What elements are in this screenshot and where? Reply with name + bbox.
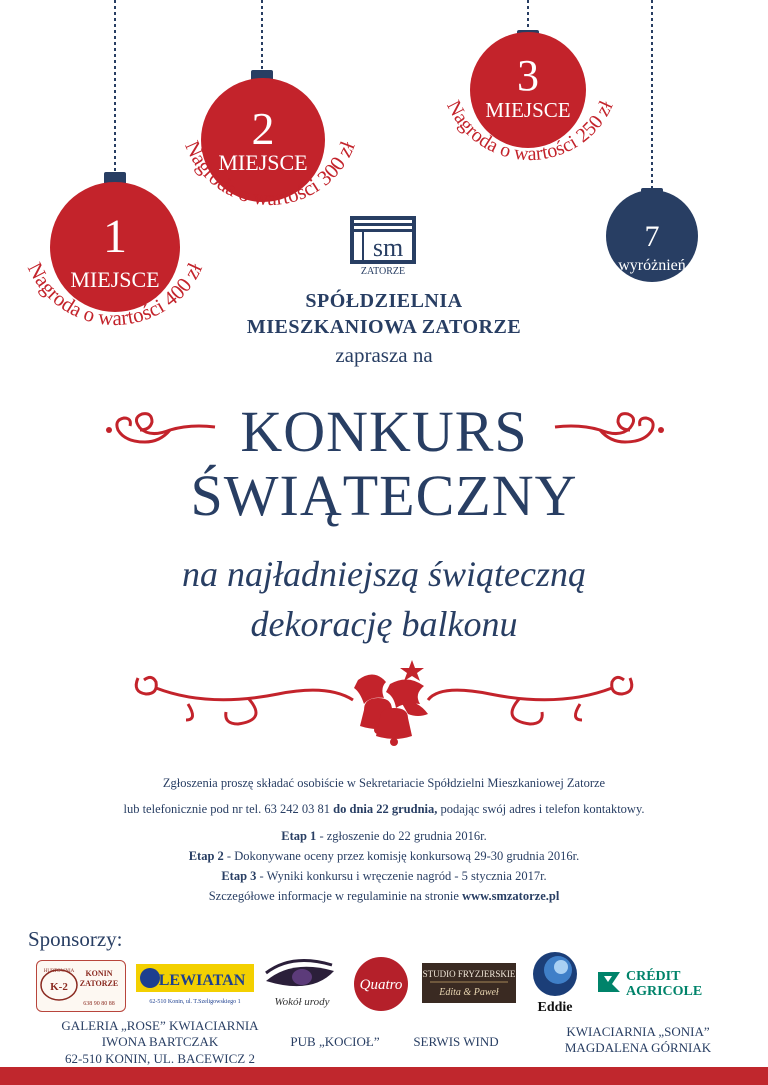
ornament-2-prize: Nagroda o wartości 300 zł [180, 137, 360, 211]
subtitle-line2: dekorację balkonu [250, 604, 518, 644]
sponsor-rose [28, 1018, 292, 1067]
svg-text:62-510 Konin, ul. T.Szeligowsk: 62-510 Konin, ul. T.Szeligowskiego 1 [149, 999, 241, 1005]
info-deadline: do dnia 22 grudnia, [333, 802, 438, 816]
sponsor-rose-line1: GALERIA „ROSE” KWIACIARNIA [61, 1018, 259, 1033]
organizer-line3: zaprasza na [335, 343, 433, 367]
info-line2-text: lub telefonicznie pod nr tel. 63 242 03 81 [123, 802, 334, 816]
title-line1: KONKURS [240, 399, 528, 464]
svg-text:ZATORZE: ZATORZE [79, 979, 119, 988]
eddie-logo [528, 950, 582, 1014]
ornament-7-label: wyróżnień [618, 257, 686, 274]
sm-zatorze-logo [350, 216, 416, 276]
svg-text:CRÉDIT: CRÉDIT [626, 969, 681, 984]
sponsor-rose-line2: IWONA BARTCZAK [101, 1034, 219, 1050]
organizer-line1: SPÓŁDZIELNIA [305, 290, 463, 312]
stage-3-label: Etap 3 [221, 869, 257, 883]
ornament-3-label: MIEJSCE [485, 98, 571, 122]
details-text: Szczegółowe informacje w regulaminie na stronie [208, 889, 463, 903]
credit-agricole-logo [594, 962, 734, 1002]
ornament-1-prize: Nagroda o wartości 400 zł [22, 258, 208, 331]
ornament-1-label: MIEJSCE [70, 267, 160, 292]
studio-fryzjerskie-logo [422, 963, 516, 1003]
logo-letters: sm [372, 233, 404, 262]
ornament-1-number: 1 [103, 210, 127, 263]
svg-text:LEWIATAN: LEWIATAN [158, 972, 246, 989]
ornament-2-label: MIEJSCE [218, 150, 308, 175]
info-line2-rest: podając swój adres i telefon kontaktowy. [437, 802, 645, 816]
website-link[interactable]: www.smzatorze.pl [462, 889, 560, 903]
svg-text:HURTOWNIA: HURTOWNIA [43, 969, 75, 974]
svg-text:638 90 80 88: 638 90 80 88 [83, 1001, 115, 1007]
stage-3-text: - Wyniki konkursu i wręczenie nagród - 5 stycznia 2017r. [256, 869, 547, 883]
subtitle-line1: na najładniejszą świąteczną [182, 554, 586, 594]
footer-bar [0, 1067, 768, 1085]
sponsor-sonia-line1: KWIACIARNIA „SONIA” [566, 1024, 710, 1039]
title-line2: ŚWIĄTECZNY [190, 463, 578, 528]
stage-3 [0, 869, 768, 884]
ornament-3-prize: Nagroda o wartości 250 zł [442, 96, 618, 166]
info-line1: Zgłoszenia proszę składać osobiście w Sekretariacie Spółdzielni Mieszkaniowej Zatorze [162, 776, 606, 790]
sponsors-heading: Sponsorzy: [28, 927, 123, 951]
svg-text:KONIN: KONIN [85, 969, 113, 978]
stage-2-label: Etap 2 [188, 849, 224, 863]
svg-text:Eddie: Eddie [537, 1000, 573, 1014]
svg-text:Quatro: Quatro [359, 977, 403, 993]
lewiatan-logo [136, 962, 254, 1008]
stage-1 [0, 829, 768, 844]
sponsor-sonia [538, 1024, 738, 1057]
svg-text:AGRICOLE: AGRICOLE [626, 984, 703, 999]
holly-flourish [128, 658, 640, 758]
ornament-3-number: 3 [517, 51, 539, 100]
stage-2-text: - Dokonywane oceny przez komisję konkursową 29-30 grudnia 2016r. [223, 849, 580, 863]
info-line2 [0, 802, 768, 817]
logo-name: ZATORZE [360, 266, 406, 276]
ornament-2-number: 2 [251, 103, 275, 154]
sponsor-sonia-line2: MAGDALENA GÓRNIAK [564, 1040, 712, 1056]
organizer-line2: MIESZKANIOWA ZATORZE [246, 316, 522, 338]
details-line [0, 889, 768, 904]
sponsor-serwis-wind: SERWIS WIND [413, 1034, 499, 1049]
stage-1-text: - zgłoszenie do 22 grudnia 2016r. [316, 829, 487, 843]
k2-logo [36, 960, 126, 1012]
svg-text:K-2: K-2 [50, 981, 68, 993]
stage-2 [0, 849, 768, 864]
stage-1-label: Etap 1 [281, 829, 317, 843]
svg-text:STUDIO FRYZJERSKIE: STUDIO FRYZJERSKIE [422, 969, 516, 979]
svg-text:Edita & Paweł: Edita & Paweł [439, 987, 499, 998]
sponsor-rose-line3: 62-510 KONIN, UL. BACEWICZ 2 [65, 1050, 255, 1066]
svg-text:Wokół urody: Wokół urody [274, 996, 330, 1008]
flourish-right [550, 402, 670, 452]
ornament-7-number: 7 [644, 220, 660, 253]
sponsor-pub-kociol: PUB „KOCIOŁ” [290, 1034, 380, 1049]
wokol-urody-logo [262, 955, 342, 1011]
quatro-logo [352, 956, 410, 1012]
flourish-left [100, 402, 220, 452]
